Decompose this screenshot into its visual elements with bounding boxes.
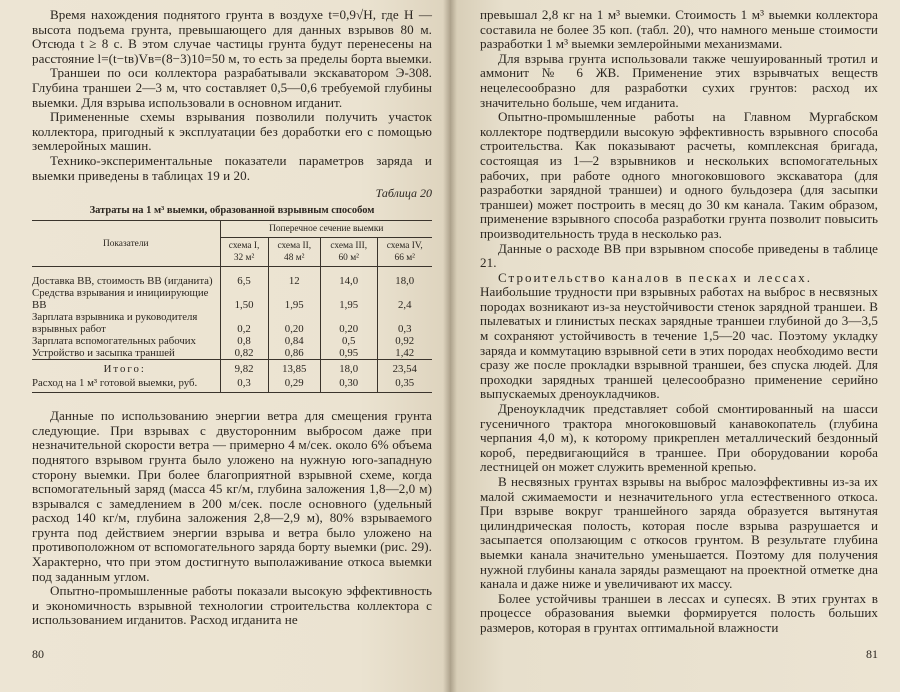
table-row (32, 287, 432, 311)
cell: 0,3 (220, 375, 268, 393)
section-heading: Строительство каналов в песках и лессах. (498, 269, 813, 285)
cell: 18,0 (377, 267, 432, 288)
cell: 6,5 (220, 267, 268, 288)
cell: 13,85 (268, 360, 320, 376)
row-label: Зарплата вспомогательных рабочих (32, 335, 196, 348)
cell: 0,3 (377, 311, 432, 335)
table-row (32, 347, 432, 360)
right-paragraph: Данные о расходе ВВ при взрывном способе приведены в таблице 21. (480, 240, 878, 271)
cost-table (32, 220, 432, 393)
left-paragraph: Опытно-промышленные работы показали высокую эффективность и экономичность взрывной технологии строительства коллектора с использованием игданитов. Расход игданита не (32, 583, 432, 628)
left-paragraph: Данные по использованию энергии ветра для смещения грунта следующие. При взрывах с двусторонним выбросом даже при незначительной скорости ветра — примерно 4 м/сек. около 6% объема поднятого взрывом грунта было уложено на нужную юго-западную сторону выемки. При более благоприятной взрывной схеме, когда вспомогательный заряд (масса 45 кг/м, глубина заложения 1,8—2,0 м) взрывался с замедлением в 200 м/сек. после основного (удельный расход 140 кг/м, глубина заложения 2,8—2,9 м), 80% взрываемого грунта под действием энергии взрыва и ветра было уложено на противоположном от вспомогательного заряда борту выемки (рис. 29). Характерно, что при этом достигнуто выполаживание откоса выемки под заданным углом. (32, 408, 432, 584)
table-header-scheme: схема II, 48 м² (268, 238, 320, 267)
cell: 23,54 (377, 360, 432, 376)
table-row (32, 311, 432, 335)
table-header-group: Поперечное сечение выемки (220, 221, 432, 238)
cell: 14,0 (320, 267, 377, 288)
left-paragraph: Траншеи по оси коллектора разрабатывали экскаватором Э-308. Глубина траншеи 2—3 м, что составляет 0,5—0,6 требуемой глубины выемки. Для взрыва использовали в основном игданит. (32, 65, 432, 110)
table-header-scheme: схема I, 32 м² (220, 238, 268, 267)
cell: 0,84 (268, 335, 320, 347)
book-gutter (443, 0, 457, 692)
right-paragraph: В несвязных грунтах взрывы на выброс малоэффективны из-за их малой сжимаемости и незначительного угла естественного откоса. При взрыве вокруг траншейного заряда образуется вытянутая цилиндрическая полость, которая после взрыва разрушается и засыпается оползающим с откосов грунтом. В результате глубина выемки канала значительно уменьшается. Поэтому для получения нужной глубины канала заряды размещают на проектной отметке дна канала и даже ниже и увеличивают их массу. (480, 474, 878, 592)
cell: 1,95 (268, 287, 320, 311)
table-header-scheme: схема IV, 66 м² (377, 238, 432, 267)
table-title: Затраты на 1 м³ выемки, образованной взрывным способом (89, 205, 375, 217)
cell: 2,4 (377, 287, 432, 311)
row-label: Зарплата взрывника и руководителя взрывных работ (32, 311, 198, 336)
page-number-right: 81 (866, 647, 878, 661)
left-paragraph: Примененные схемы взрывания позволили получить участок коллектора, пригодный к эксплуатации без доработки его с помощью землеройных машин. (32, 109, 432, 154)
cell: 0,20 (268, 311, 320, 335)
row-label: Доставка ВВ, стоимость ВВ (игданита) (32, 275, 213, 288)
cell: 1,42 (377, 347, 432, 360)
right-paragraph: Наибольшие трудности при взрывных работах на выброс в несвязных породах возникают из-за неустойчивости стенок зарядной траншеи. В пылеватых и глинистых песках зарядные траншеи глубиной до 3—3,5 м сохраняют устойчивость в течение 1,5—20 час. Поэтому укладку заряда и коммутацию взрывной сети в этих породах необходимо вести сразу же после прокладки взрывной траншеи, без спуска людей. Для проходки зарядных траншей целесообразно применение серийно выпускаемых дреноукладчиков. (480, 284, 878, 402)
cell: 18,0 (320, 360, 377, 376)
left-paragraph: Технико-экспериментальные показатели параметров заряда и выемки приведены в таблицах 19 и 20. (32, 152, 432, 183)
table-caption: Таблица 20 (375, 186, 432, 201)
row-label: Устройство и засыпка траншей (32, 347, 175, 360)
cell: 0,92 (377, 335, 432, 347)
right-paragraph: Дреноукладчик представляет собой смонтированный на шасси гусеничного трактора многоковшовый канавокопатель (глубина черпания 4,0 м), к которому прикреплен металлический бездонный короб, передвигающийся в траншее. При оборудовании короба лестницей он может служить временной крепью. (480, 401, 878, 475)
cell: 0,2 (220, 311, 268, 335)
table-cost-row (32, 375, 432, 393)
cell: 1,50 (220, 287, 268, 311)
cell: 0,95 (320, 347, 377, 360)
table-row (32, 267, 432, 288)
cell: 9,82 (220, 360, 268, 376)
cell: 0,29 (268, 375, 320, 393)
right-paragraph: Опытно-промышленные работы на Главном Мургабском коллекторе подтвердили высокую эффективность взрывного способа строительства. Как показывают расчеты, комплексная бригада, состоящая из 1—2 взрывников и нескольких вспомогательных рабочих, при работе одного многоковшового экскаватора (для разработки зарядной траншеи) и одного бульдозера (для засыпки траншеи) может построить в месяц до 30 км канала. Таким образом, применение взрывного способа разработки грунта позволит повысить производительность труда в несколько раз. (480, 109, 878, 241)
left-paragraph: Время нахождения поднятого грунта в воздухе t=0,9√H, где H — высота подъема грунта, превышающего для данных взрывов 80 м. Отсюда t ≥ 8 с. В этом случае частицы грунта будут перенесены на расстояние l=(t−tв)Vв=(8−3)10=50 м, то есть за пределы борта выемки. (32, 7, 432, 66)
cell: 0,8 (220, 335, 268, 347)
table-row (32, 335, 432, 347)
cell: 0,82 (220, 347, 268, 360)
cell: 12 (268, 267, 320, 288)
cell: 1,95 (320, 287, 377, 311)
table-total-row (32, 360, 432, 376)
cell: 0,86 (268, 347, 320, 360)
cell: 0,35 (377, 375, 432, 393)
right-paragraph: превышал 2,8 кг на 1 м³ выемки. Стоимость 1 м³ выемки коллектора составила не более 35 коп. (табл. 20), что намного меньше стоимости разработки 1 м³ выемки землеройными механизмами. (480, 7, 878, 52)
right-paragraph: Более устойчивы траншеи в лессах и супесях. В этих грунтах в процессе образования выемки формируется полость больших размеров, которая в грунтах оптимальной влажности (480, 590, 878, 635)
right-page (450, 0, 900, 692)
cell: 0,5 (320, 335, 377, 347)
row-label: Расход на 1 м³ готовой выемки, руб. (32, 375, 220, 393)
cell: 0,20 (320, 311, 377, 335)
cell: 0,30 (320, 375, 377, 393)
table-header-scheme: схема III, 60 м² (320, 238, 377, 267)
row-label: Итого: (32, 360, 220, 376)
page-number-left: 80 (32, 647, 44, 661)
right-paragraph: Для взрыва грунта использовали также чешуированный тротил и аммонит № 6 ЖВ. Применение этих взрывчатых веществ нецелесообразно для разработки сухих грунтов: расход их значительно больше, чем игданита. (480, 50, 878, 110)
row-label: Средства взрывания и инициирующие ВВ (32, 287, 209, 312)
table-header-indicator: Показатели (32, 221, 220, 267)
